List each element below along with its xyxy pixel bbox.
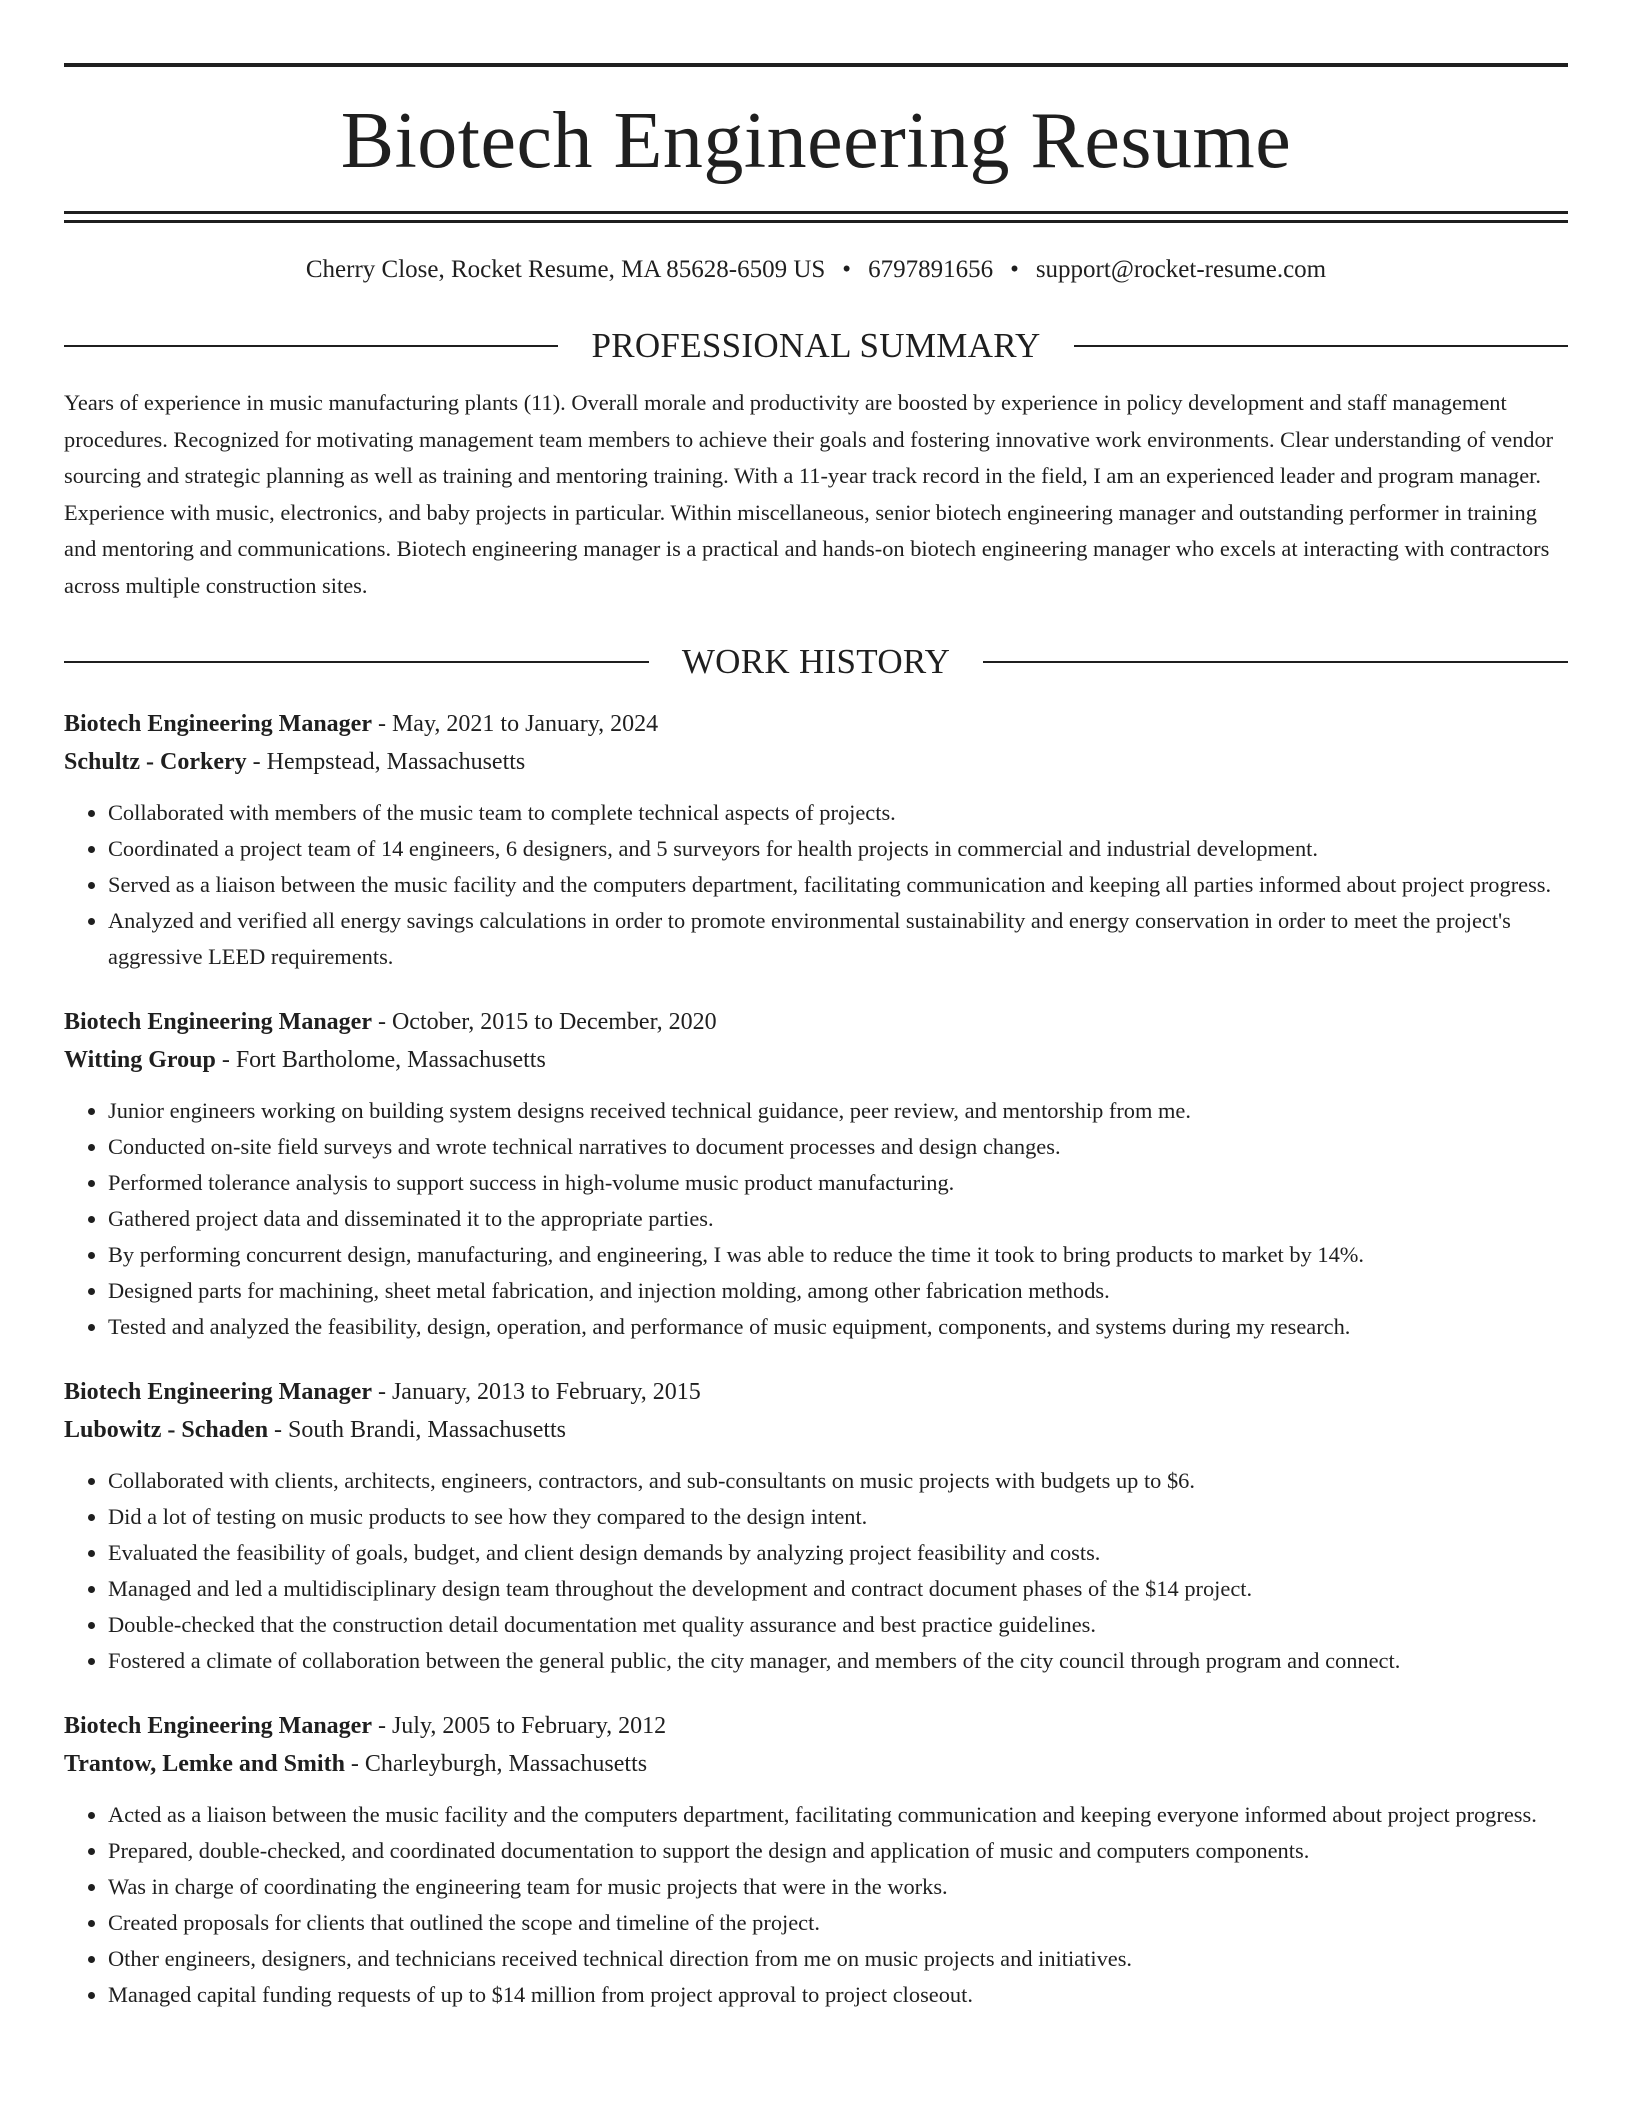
job-bullets	[64, 1093, 1568, 1345]
job-bullet: • Was in charge of coordinating the engineering team for music projects that were in the works.	[108, 1869, 1568, 1905]
summary-heading: PROFESSIONAL SUMMARY	[591, 326, 1041, 365]
job-bullet: • Other engineers, designers, and technicians received technical direction from me on music projects and initiatives.	[108, 1941, 1568, 1977]
job-company: Schultz - Corkery	[64, 749, 247, 775]
job-bullet: • Did a lot of testing on music products to see how they compared to the design intent.	[108, 1499, 1568, 1535]
job-bullet: • Prepared, double-checked, and coordinated documentation to support the design and application of music and computers components.	[108, 1833, 1568, 1869]
title-double-rule	[64, 211, 1568, 223]
job-bullets	[64, 1463, 1568, 1679]
job-bullet: • Fostered a climate of collaboration between the general public, the city manager, and members of the city council through program and connect.	[108, 1643, 1568, 1679]
contact-email: support@rocket-resume.com	[1035, 256, 1327, 283]
job-bullet: • Coordinated a project team of 14 engineers, 6 designers, and 5 surveyors for health projects in commercial and industrial development.	[108, 831, 1568, 867]
job-bullet: • Conducted on-site field surveys and wrote technical narratives to document processes and design changes.	[108, 1129, 1568, 1165]
job-location: - South Brandi, Massachusetts	[268, 1417, 567, 1443]
heading-rule-left	[64, 661, 649, 663]
job-bullet: • Evaluated the feasibility of goals, budget, and client design demands by analyzing project feasibility and costs.	[108, 1535, 1568, 1571]
job-bullet: • Designed parts for machining, sheet metal fabrication, and injection molding, among other fabrication methods.	[108, 1273, 1568, 1309]
job-bullet: • Managed capital funding requests of up to $14 million from project approval to project closeout.	[108, 1977, 1568, 2013]
job-title: Biotech Engineering Manager	[64, 1009, 372, 1035]
job-title-line	[64, 1003, 1568, 1041]
job-entry	[64, 1003, 1568, 1345]
job-entry	[64, 705, 1568, 975]
job-bullets	[64, 1797, 1568, 2013]
summary-section-heading	[64, 328, 1568, 363]
job-bullet: • Double-checked that the construction detail documentation met quality assurance and best practice guidelines.	[108, 1607, 1568, 1643]
job-bullet: • Performed tolerance analysis to support success in high-volume music product manufacturing.	[108, 1165, 1568, 1201]
job-dates: - October, 2015 to December, 2020	[371, 1009, 717, 1035]
job-bullet: • Tested and analyzed the feasibility, design, operation, and performance of music equipment, components, and systems during my research.	[108, 1309, 1568, 1345]
job-entry	[64, 1707, 1568, 2013]
job-title: Biotech Engineering Manager	[64, 1713, 372, 1739]
job-bullet: • Collaborated with members of the music team to complete technical aspects of projects.	[108, 795, 1568, 831]
job-company: Trantow, Lemke and Smith	[64, 1751, 345, 1777]
job-title-line	[64, 1707, 1568, 1745]
job-bullet: • Collaborated with clients, architects, engineers, contractors, and sub-consultants on music projects with budgets up to $6.	[108, 1463, 1568, 1499]
job-dates: - May, 2021 to January, 2024	[371, 711, 659, 737]
work-history-list	[64, 705, 1568, 2013]
heading-rule-left	[64, 345, 558, 347]
job-title: Biotech Engineering Manager	[64, 1379, 372, 1405]
job-company-line	[64, 1041, 1568, 1079]
job-bullet: • Junior engineers working on building system designs received technical guidance, peer review, and mentorship from me.	[108, 1093, 1568, 1129]
job-entry	[64, 1373, 1568, 1679]
job-dates: - January, 2013 to February, 2015	[371, 1379, 701, 1405]
contact-phone: 6797891656	[868, 256, 994, 283]
job-company: Witting Group	[64, 1047, 216, 1073]
job-bullet: • Served as a liaison between the music facility and the computers department, facilitating communication and keeping all parties informed about project progress.	[108, 867, 1568, 903]
job-location: - Fort Bartholome, Massachusetts	[215, 1047, 546, 1073]
job-location: - Charleyburgh, Massachusetts	[344, 1751, 648, 1777]
page-title: Biotech Engineering Resume	[340, 97, 1292, 185]
job-title: Biotech Engineering Manager	[64, 711, 372, 737]
heading-rule-right	[983, 661, 1568, 663]
job-title-line	[64, 705, 1568, 743]
work-section-heading	[64, 644, 1568, 679]
job-company-line	[64, 1745, 1568, 1783]
job-bullet: • Analyzed and verified all energy savings calculations in order to promote environmental sustainability and energy conservation in order to meet the project's aggressive LEED requirements.	[108, 903, 1568, 975]
job-bullet: • Created proposals for clients that outlined the scope and timeline of the project.	[108, 1905, 1568, 1941]
job-dates: - July, 2005 to February, 2012	[371, 1713, 667, 1739]
heading-rule-right	[1074, 345, 1568, 347]
contact-separator: •	[842, 256, 852, 283]
top-rule	[64, 63, 1568, 67]
contact-separator: •	[1010, 256, 1019, 283]
resume-page	[64, 0, 1568, 2013]
job-company: Lubowitz - Schaden	[64, 1417, 269, 1443]
job-company-line	[64, 743, 1568, 781]
job-company-line	[64, 1411, 1568, 1449]
job-location: - Hempstead, Massachusetts	[246, 749, 526, 775]
job-title-line	[64, 1373, 1568, 1411]
summary-text: Years of experience in music manufacturing plants (11). Overall morale and productivity are boosted by experience in policy development and staff management procedures. Recognized for motivating management team members to achieve their goals and fostering innovative work environments. Clear understanding of vendor sourcing and strategic planning as well as training and mentoring training. With a 11-year track record in the field, I am an experienced leader and program manager. Experience with music, electronics, and baby projects in particular. Within miscellaneous, senior biotech engineering manager and outstanding performer in training and mentoring and communications. Biotech engineering manager is a practical and hands-on biotech engineering manager who excels at interacting with contractors across multiple construction sites.	[64, 390, 1554, 598]
work-heading: WORK HISTORY	[681, 642, 951, 681]
job-bullet: • By performing concurrent design, manufacturing, and engineering, I was able to reduce the time it took to bring products to market by 14%.	[108, 1237, 1568, 1273]
job-bullets	[64, 795, 1568, 975]
contact-address: Cherry Close, Rocket Resume, MA 85628-6509 US	[305, 256, 826, 283]
job-bullet: • Gathered project data and disseminated it to the appropriate parties.	[108, 1201, 1568, 1237]
job-bullet: • Acted as a liaison between the music facility and the computers department, facilitating communication and keeping everyone informed about project progress.	[108, 1797, 1568, 1833]
job-bullet: • Managed and led a multidisciplinary design team throughout the development and contract document phases of the $14 project.	[108, 1571, 1568, 1607]
contact-line	[64, 257, 1568, 282]
